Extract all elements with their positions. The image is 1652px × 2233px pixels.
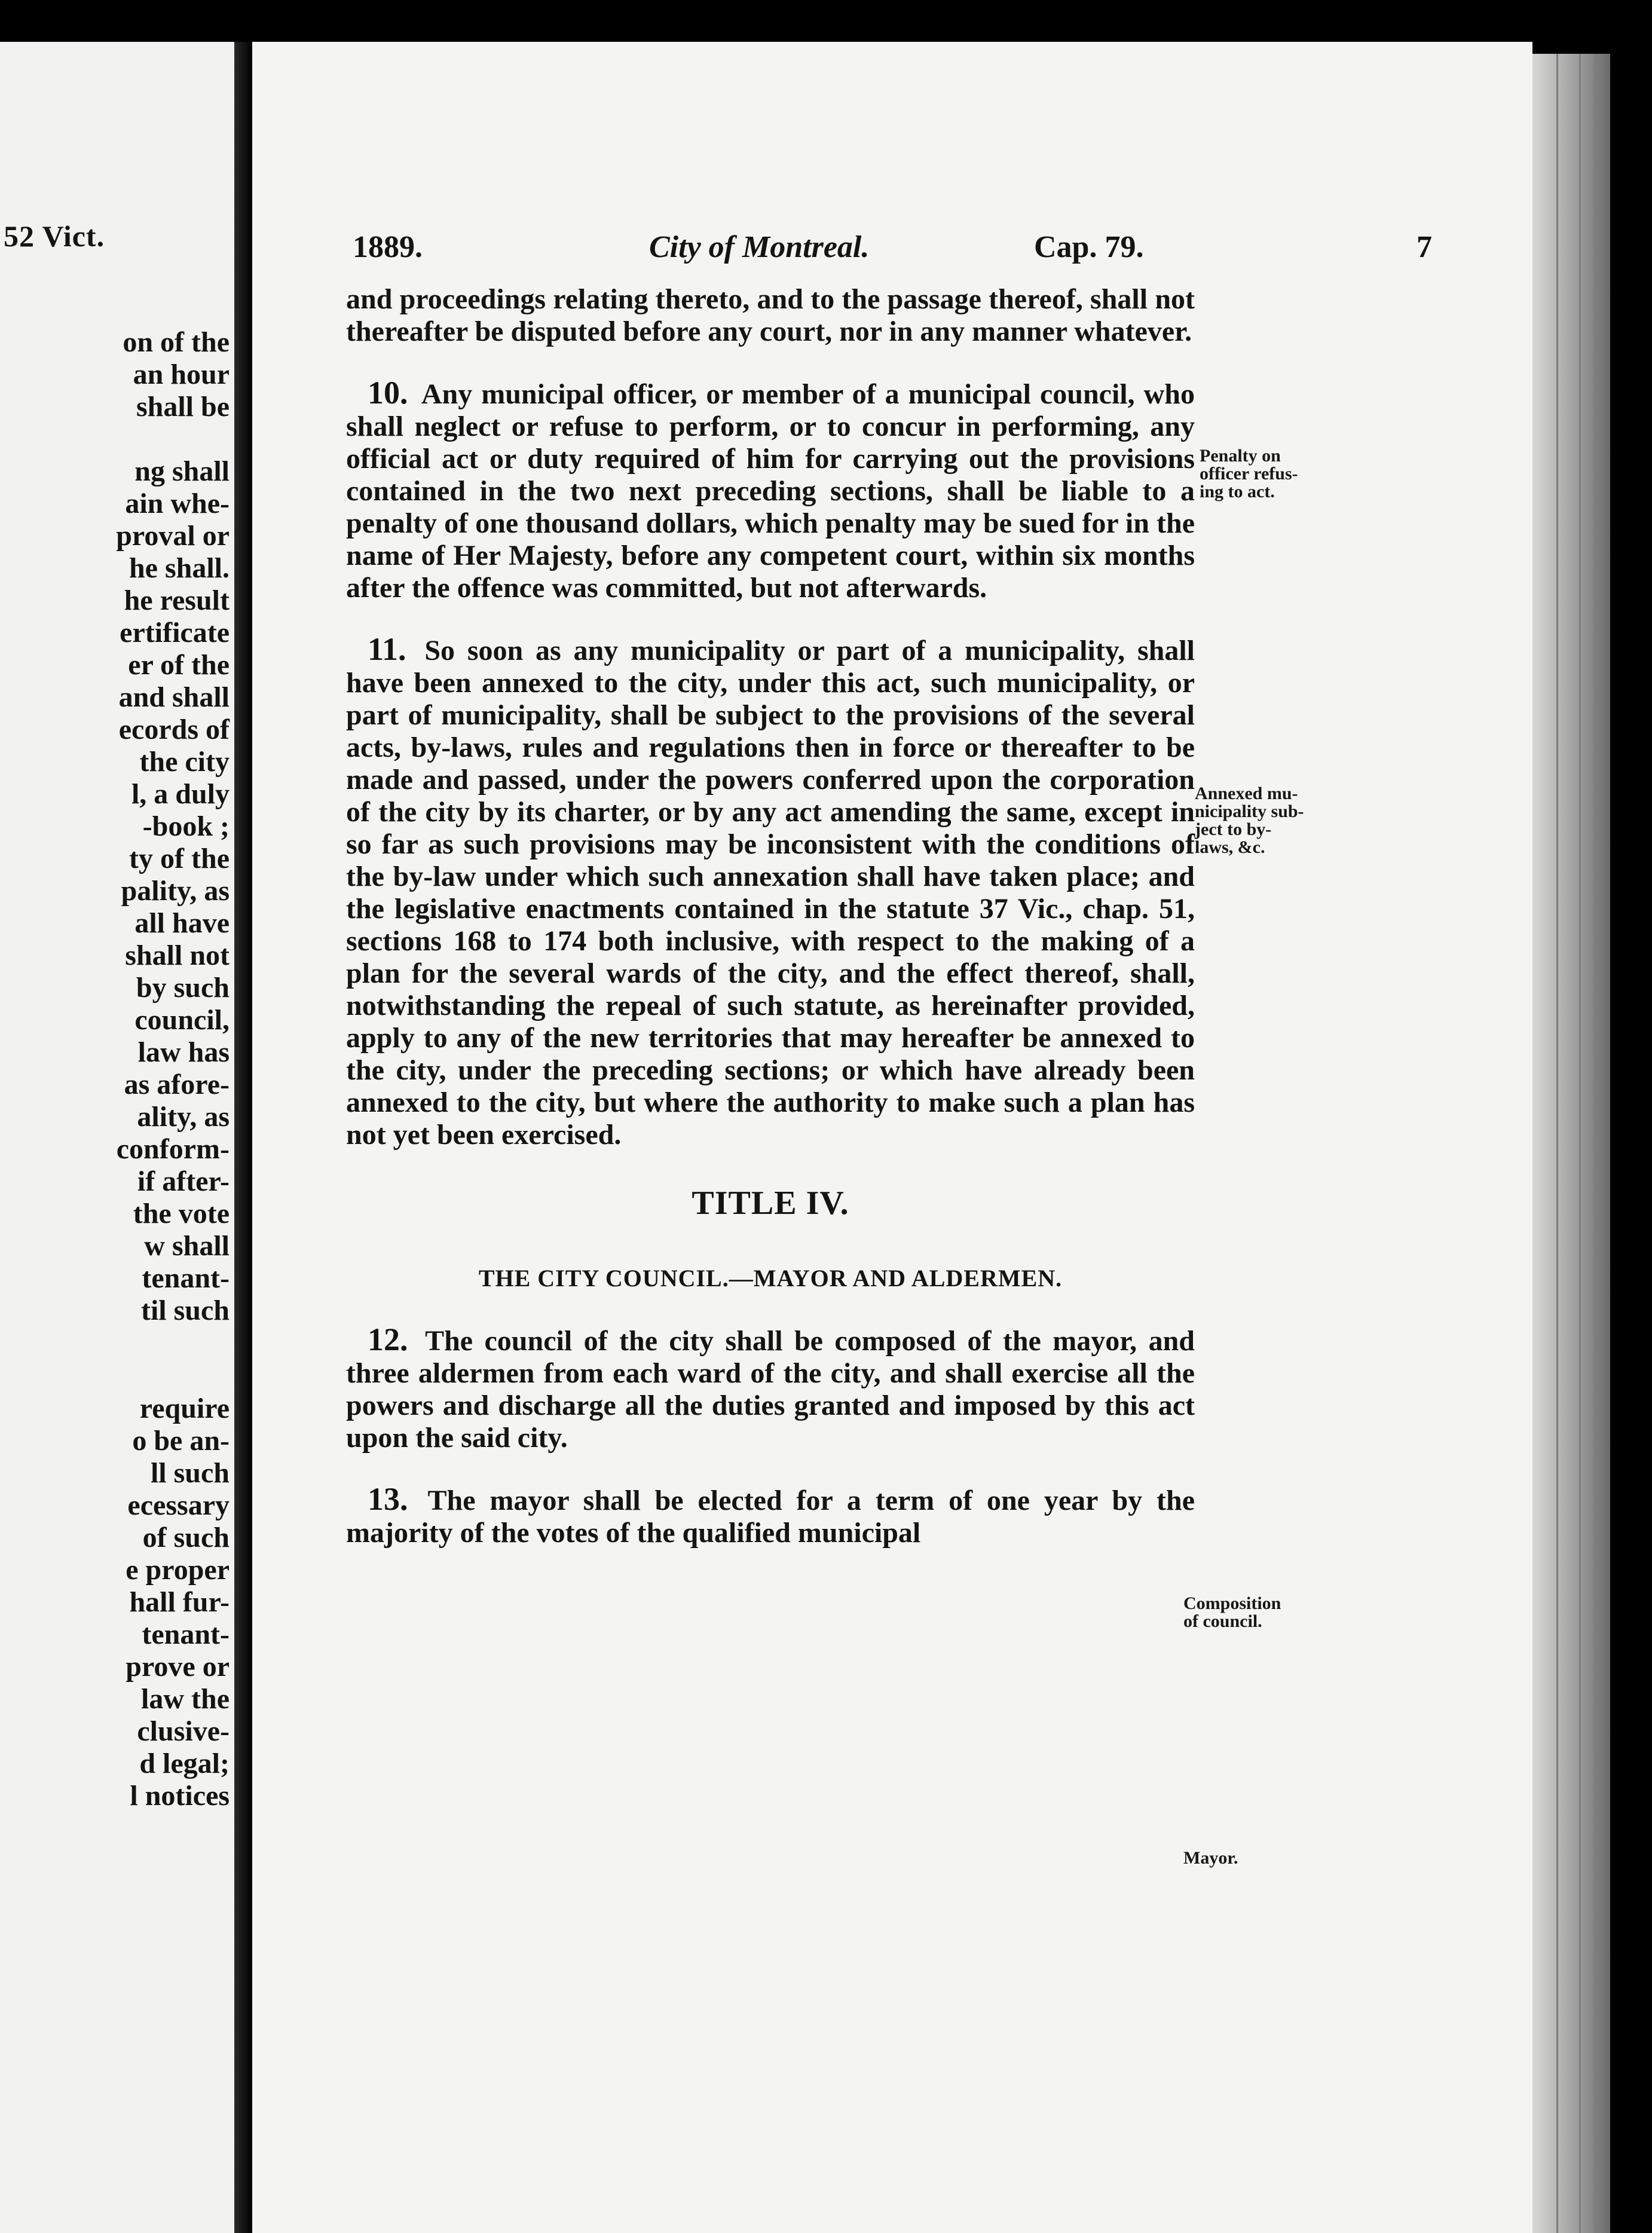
left-text-line: ng shall (134, 455, 230, 487)
left-text-line: and shall (118, 681, 230, 713)
left-text-line: l notices (130, 1780, 230, 1812)
left-text-line: if after- (137, 1166, 230, 1197)
page-number: 7 (1417, 230, 1432, 264)
left-text-line: ertificate (120, 617, 230, 649)
left-text-line: on of the (123, 326, 230, 358)
left-running-head: 52 Vict. (4, 219, 105, 253)
section-10 (346, 377, 1195, 604)
left-text-line: the city (139, 746, 230, 778)
left-text-line: ecords of (118, 714, 230, 745)
page-edge-line (1595, 54, 1596, 2233)
marginal-line: officer refus- (1200, 464, 1298, 484)
running-head (353, 230, 1440, 271)
marginal-line: Penalty on (1200, 446, 1281, 466)
continued-paragraph: and proceedings relating thereto, and to the passage thereof, shall not thereafter be disputed before any court, nor in any manner whatever. (346, 283, 1195, 347)
title-subheading: THE CITY COUNCIL.—MAYOR AND ALDERMEN. (478, 1265, 1063, 1292)
marginal-line: of council. (1183, 1611, 1262, 1631)
left-text-line: ality, as (137, 1101, 230, 1133)
left-text-line: e proper (126, 1554, 230, 1586)
running-head-title: City of Montreal. (649, 230, 870, 264)
left-text-line: proval or (116, 520, 230, 552)
left-text-line: prove or (126, 1651, 230, 1683)
marginal-note-penalty (1200, 447, 1298, 501)
marginal-note-composition (1183, 1595, 1281, 1631)
running-head-chapter: Cap. 79. (1034, 230, 1144, 264)
section-12 (346, 1323, 1195, 1454)
left-text-line: law has (137, 1036, 230, 1068)
left-text-line: as afore- (124, 1069, 230, 1100)
marginal-note-mayor (1183, 1849, 1238, 1867)
left-text-line: clusive- (137, 1715, 230, 1747)
left-text-line: tenant- (142, 1619, 230, 1650)
book-gutter (234, 42, 252, 2233)
marginal-line: laws, &c. (1195, 837, 1265, 857)
section-text: The council of the city shall be composed of the mayor, and three aldermen from each ward of the city, and shall exercise all the powers and discharge all the duties granted and imposed by this act upon the said city. (346, 1325, 1195, 1454)
left-text-line: er of the (128, 649, 230, 681)
left-text-line: ecessary (127, 1489, 230, 1521)
section-number: 11. (368, 631, 406, 667)
right-page (252, 42, 1532, 2233)
section-text: The mayor shall be elected for a term of one year by the majority of the votes of the qualified municipal (346, 1485, 1195, 1549)
section-text: So soon as any municipality or part of a municipality, shall have been annexed to the city, under this act, such municipality, or part of municipality, shall be subject to the provisions of the several acts, by-laws, rules and regulations then in force or thereafter to be made and passed, under the powers conferred upon the corporation of the city by its charter, or by any act amending the same, except in so far as such provisions may be inconsistent with the conditions of the by-law under which such annexation shall have taken place; and the legislative enactments contained in the statute 37 Vic., chap. 51, sections 168 to 174 both inclusive, with respect to the making of a plan for the several wards of the city, and the effect thereof, shall, notwithstanding the repeal of such statute, as hereinafter provided, apply to any of the new territories that may hereafter be annexed to the city, under the preceding sections; or which have already been annexed to the city, but where the authority to make such a plan has not yet been exercised. (346, 635, 1195, 1151)
marginal-line: ing to act. (1200, 482, 1275, 501)
section-11 (346, 633, 1195, 1151)
marginal-line: Annexed mu- (1195, 784, 1298, 803)
marginal-line: ject to by- (1195, 819, 1272, 839)
page-edge-line (1579, 54, 1581, 2233)
left-text-line: tenant- (142, 1262, 230, 1294)
left-text-line: an hour (133, 359, 230, 390)
left-text-line: ain whe- (125, 488, 230, 519)
left-facing-page (0, 42, 234, 2233)
left-text-line: law the (141, 1683, 230, 1715)
section-text: Any municipal officer, or member of a municipal council, who shall neglect or refuse to perform, or to concur in performing, any official act or duty required of him for carrying out the provisions contained in the two next preceding sections, shall be liable to a penalty of one thousand dollars, which penalty may be sued for in the name of Her Majesty, before any competent court, within six months after the offence was committed, but not afterwards. (346, 378, 1195, 604)
left-page-text (116, 326, 230, 1812)
section-number: 10. (368, 375, 408, 411)
left-text-line: shall be (136, 391, 230, 423)
left-text-line: require (139, 1393, 230, 1424)
left-text-line: o be an- (132, 1425, 230, 1457)
left-text-line: he result (124, 585, 230, 616)
left-text-line: -book ; (142, 810, 230, 842)
section-number: 13. (368, 1481, 408, 1517)
left-text-line: of such (142, 1522, 230, 1553)
left-text-line: he shall. (129, 552, 230, 584)
section-number: 12. (368, 1322, 408, 1357)
left-text-line: by such (136, 972, 230, 1004)
left-text-line: ty of the (129, 843, 230, 874)
marginal-line: Mayor. (1183, 1848, 1238, 1868)
page-edge-line (1556, 54, 1558, 2233)
marginal-note-annexed (1195, 785, 1304, 857)
running-head-year: 1889. (353, 230, 423, 264)
left-text-line: council, (134, 1004, 230, 1036)
left-text-line: w shall (144, 1230, 230, 1262)
left-text-line: all have (134, 907, 230, 939)
left-text-line: ll such (150, 1457, 230, 1489)
left-text-line: pality, as (121, 875, 230, 907)
left-text-line: the vote (133, 1198, 230, 1229)
left-text-line: til such (140, 1295, 230, 1326)
left-text-line: conform- (116, 1133, 230, 1165)
section-13 (346, 1483, 1195, 1549)
page-edge-stack (1532, 54, 1610, 2233)
left-text-line: hall fur- (129, 1586, 230, 1618)
marginal-line: nicipality sub- (1195, 802, 1304, 821)
title-heading: TITLE IV. (692, 1185, 849, 1222)
left-text-line: shall not (125, 940, 230, 971)
body-text (346, 283, 1195, 1578)
marginal-line: Composition (1183, 1593, 1281, 1613)
left-text-line: d legal; (139, 1748, 230, 1779)
left-text-line: l, a duly (131, 778, 230, 810)
